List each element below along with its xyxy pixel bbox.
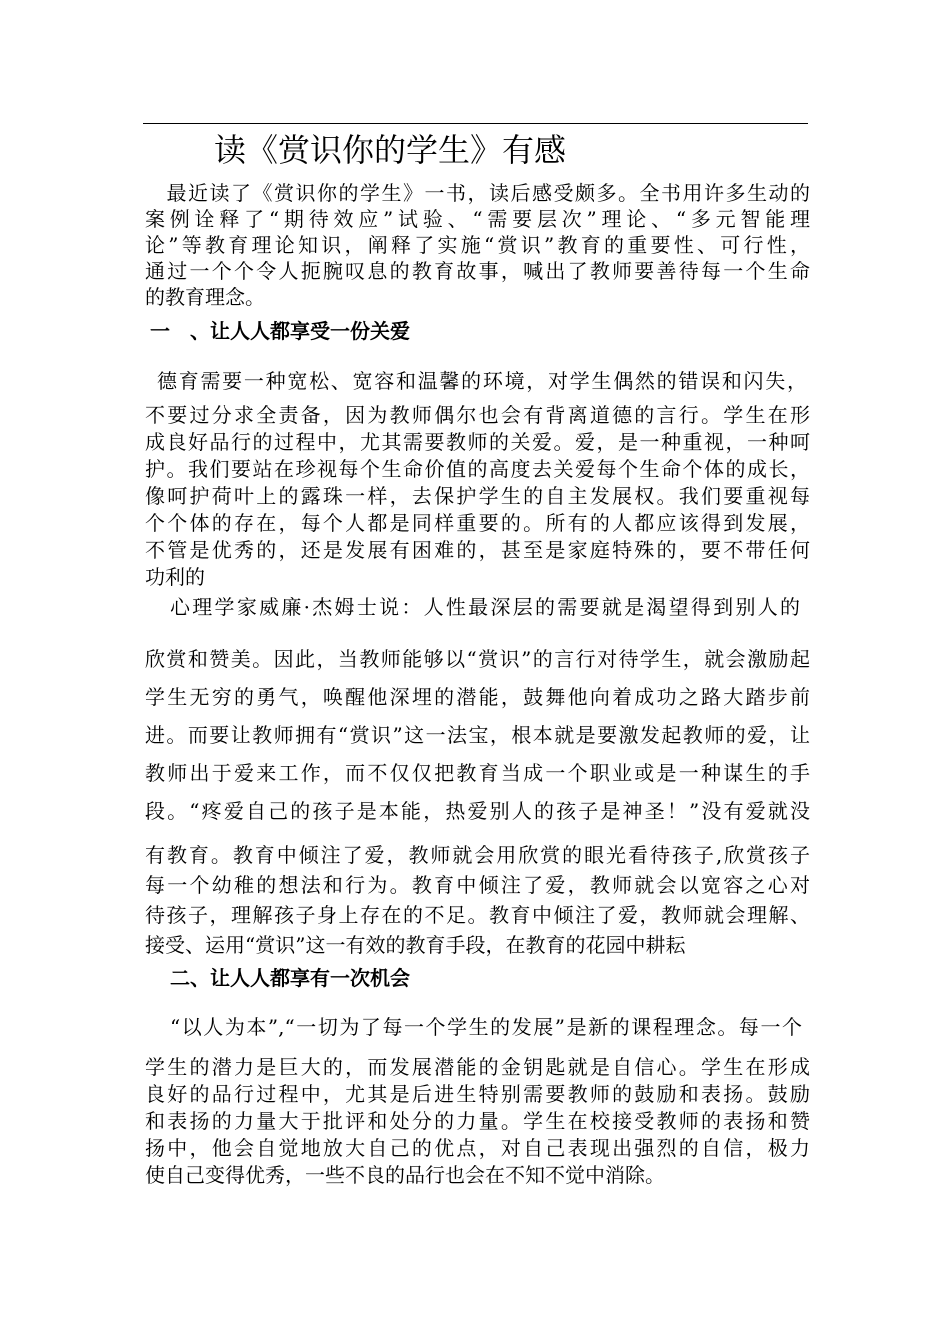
- intro-line: 最近读了《赏识你的学生》一书，读后感受颇多。全书用许多生动的: [145, 181, 810, 205]
- paragraph-line: 段。“疼爱自己的孩子是本能，热爱别人的孩子是神圣！”没有爱就没: [145, 799, 810, 823]
- intro-line: 通过一个个令人扼腕叹息的教育故事，喊出了教师要善待每一个生命: [145, 259, 810, 283]
- section-heading-1: 一 、让人人都享受一份关爱: [150, 319, 410, 343]
- paragraph-line: 每一个幼稚的想法和行为。教育中倾注了爱，教师就会以宽容之心对: [145, 873, 810, 897]
- paragraph-line: 使自己变得优秀，一些不良的品行也会在不知不觉中消除。: [145, 1163, 665, 1187]
- paragraph-line: 待孩子，理解孩子身上存在的不足。教育中倾注了爱，教师就会理解、: [145, 903, 810, 927]
- section-heading-2: 二、让人人都享有一次机会: [170, 966, 410, 990]
- paragraph-line: 接受、运用“赏识”这一有效的教育手段，在教育的花园中耕耘: [145, 933, 686, 957]
- paragraph-line: 欣赏和赞美。因此，当教师能够以“赏识”的言行对待学生，就会激励起: [145, 647, 810, 671]
- paragraph-line: 不管是优秀的，还是发展有困难的，甚至是家庭特殊的，要不带任何: [145, 538, 810, 562]
- document-title: 读《赏识你的学生》有感: [214, 131, 567, 169]
- quote-body: [145, 640, 810, 830]
- intro-paragraph: [145, 180, 810, 310]
- intro-line: 的教育理念。: [145, 285, 265, 309]
- paragraph-line: 不要过分求全责备，因为教师偶尔也会有背离道德的言行。学生在形: [145, 403, 810, 427]
- paragraph-line: 护。我们要站在珍视每个生命价值的高度去关爱每个生命个体的成长，: [145, 457, 810, 481]
- paragraph-line: 学生无穷的勇气，唤醒他深埋的潜能，鼓舞他向着成功之路大踏步前: [145, 685, 810, 709]
- paragraph-line: 学生的潜力是巨大的，而发展潜能的金钥匙就是自信心。学生在形成: [145, 1055, 810, 1079]
- paragraph-line: 个个体的存在，每个人都是同样重要的。所有的人都应该得到发展，: [145, 511, 810, 535]
- paragraph-line: 像呵护荷叶上的露珠一样，去保护学生的自主发展权。我们要重视每: [145, 484, 810, 508]
- paragraph-line: 功利的: [145, 565, 205, 589]
- quote-first-line: [170, 594, 800, 620]
- paragraph-line: 和表扬的力量大于批评和处分的力量。学生在校接受教师的表扬和赞: [145, 1109, 810, 1133]
- header-rule: [143, 123, 808, 124]
- paragraph-line: 心理学家威廉·杰姆士说：人性最深层的需要就是渴望得到别人的: [170, 595, 800, 619]
- paragraph-line: 教师出于爱来工作，而不仅仅把教育当成一个职业或是一种谋生的手: [145, 761, 810, 785]
- intro-line: 论”等教育理论知识，阐释了实施“赏识”教育的重要性、可行性，: [145, 233, 810, 257]
- intro-line: 案例诠释了“期待效应”试验、“需要层次”理论、“多元智能理: [145, 207, 810, 231]
- section2-body: [145, 1054, 810, 1189]
- paragraph-line: 扬中，他会自觉地放大自己的优点，对自己表现出强烈的自信，极力: [145, 1136, 810, 1160]
- section2-first-line: [170, 1014, 802, 1040]
- paragraph-line: 进。而要让教师拥有“赏识”这一法宝，根本就是要激发起教师的爱，让: [145, 723, 810, 747]
- paragraph-line: 良好的品行过程中，尤其是后进生特别需要教师的鼓励和表扬。鼓励: [145, 1082, 810, 1106]
- section1-ending: [145, 840, 810, 960]
- paragraph-line: 德育需要一种宽松、宽容和温馨的环境，对学生偶然的错误和闪失，: [157, 369, 807, 393]
- paragraph-line: 成良好品行的过程中，尤其需要教师的关爱。爱，是一种重视，一种呵: [145, 430, 810, 454]
- section1-body: [145, 402, 810, 591]
- section1-first-line: [157, 368, 807, 394]
- paragraph-line: “以人为本”,“一切为了每一个学生的发展”是新的课程理念。每一个: [170, 1015, 802, 1039]
- paragraph-line: 有教育。教育中倾注了爱，教师就会用欣赏的眼光看待孩子,欣赏孩子: [145, 843, 810, 867]
